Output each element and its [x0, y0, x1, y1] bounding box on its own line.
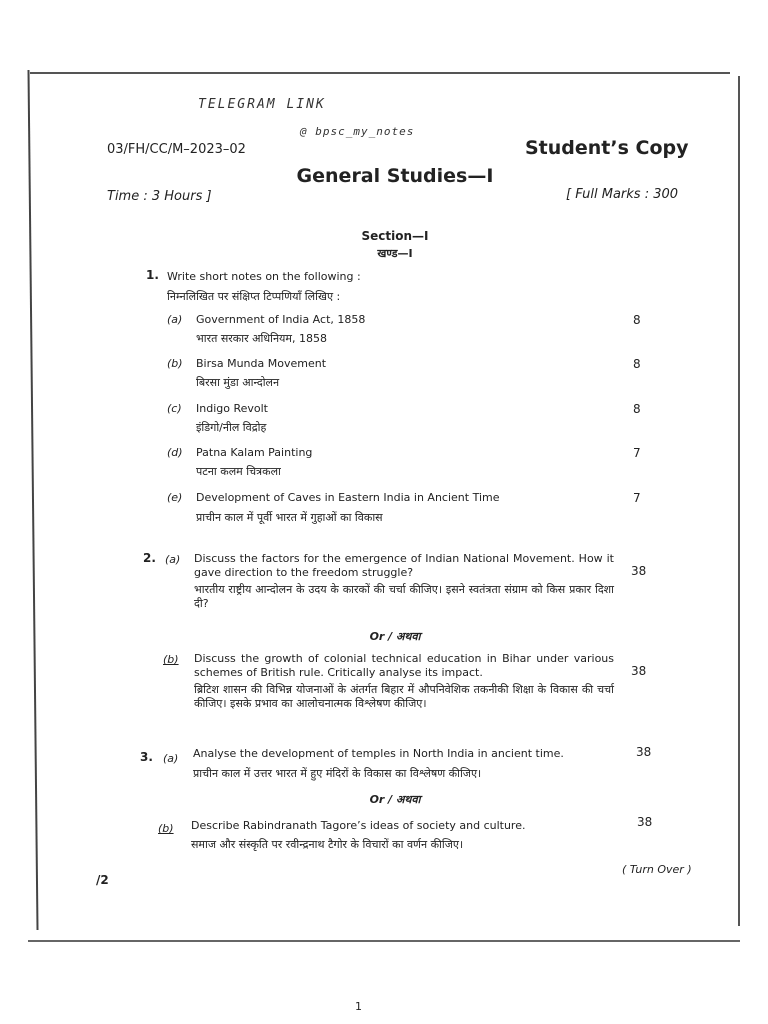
question-number: 2.: [143, 551, 156, 565]
turn-over-note: ( Turn Over ): [622, 863, 692, 876]
handwritten-telegram-link: TELEGRAM LINK: [198, 97, 326, 112]
subquestion-text: Patna Kalam Painting: [196, 446, 313, 459]
marks-value: 38: [631, 664, 647, 678]
marks-value: 7: [633, 491, 641, 505]
subquestion-body: [194, 652, 614, 711]
marks-value: 38: [637, 815, 653, 829]
subquestion-text: Analyse the development of temples in North India in ancient time.: [193, 747, 564, 760]
paper-edge-top: [30, 72, 730, 74]
subquestion-label: (d): [167, 446, 183, 459]
subquestion-text-hindi: ब्रिटिश शासन की विभिन्न योजनाओं के अंतर्गत बिहार में औपनिवेशिक तकनीकी शिक्षा के विकास की चर्चा कीजिए। इसके प्रभाव का आलोचनात्मक विश्लेषण कीजिए।: [194, 683, 614, 710]
section-title-hindi: खण्ड—I: [377, 247, 413, 260]
subquestion-label: (a): [165, 553, 181, 566]
subquestion-label: (b): [158, 822, 174, 835]
subquestion-text: Birsa Munda Movement: [196, 357, 327, 370]
question-number: 1.: [146, 268, 159, 282]
subquestion-text-hindi: प्राचीन काल में उत्तर भारत में हुए मंदिरों के विकास का विश्लेषण कीजिए।: [193, 767, 482, 780]
marks-value: 7: [633, 446, 641, 460]
section-title: Section—I: [361, 229, 429, 243]
subquestion-label: (b): [167, 357, 183, 370]
subquestion-text-hindi: भारतीय राष्ट्रीय आन्दोलन के उदय के कारकों की चर्चा कीजिए। इसने स्वतंत्रता संग्राम को किस प्रकार दिशा दी?: [194, 583, 614, 610]
marks-value: 8: [633, 357, 641, 371]
subquestion-text: Development of Caves in Eastern India in Ancient Time: [196, 491, 500, 504]
question-number: 3.: [140, 750, 153, 764]
marks-value: 8: [633, 402, 641, 416]
subquestion-text-hindi: पटना कलम चित्रकला: [196, 465, 281, 478]
subquestion-text: Government of India Act, 1858: [196, 313, 366, 326]
marks-value: 38: [636, 745, 652, 759]
subquestion-text-hindi: प्राचीन काल में पूर्वी भारत में गुहाओं का विकास: [196, 511, 383, 524]
subquestion-text: Indigo Revolt: [196, 402, 268, 415]
subquestion-text-hindi: भारत सरकार अधिनियम, 1858: [196, 332, 327, 345]
paper-title: General Studies—I: [296, 165, 494, 187]
subquestion-label: (c): [167, 402, 182, 415]
subquestion-body: [194, 552, 614, 611]
subquestion-text: Discuss the factors for the emergence of Indian National Movement. How it gave direction to the freedom struggle?: [194, 552, 614, 579]
paper-code: 03/FH/CC/M–2023–02: [107, 142, 246, 157]
subquestion-text: Discuss the growth of colonial technical education in Bihar under various schemes of British rule. Critically analyse its impact.: [194, 652, 614, 679]
handwritten-channel-handle: @ bpsc_my_notes: [300, 125, 415, 138]
copy-label: Student’s Copy: [525, 137, 689, 159]
subquestion-text-hindi: बिरसा मुंडा आन्दोलन: [196, 376, 280, 389]
paper-edge-bottom: [28, 940, 740, 942]
question-prompt-hindi: निम्नलिखित पर संक्षिप्त टिप्पणियाँ लिखिए :: [167, 290, 341, 303]
question-prompt: Write short notes on the following :: [167, 270, 361, 283]
or-separator: Or / अथवा: [369, 630, 421, 643]
marks-value: 38: [631, 564, 647, 578]
time-allowed: Time : 3 Hours ]: [107, 189, 212, 204]
subquestion-text-hindi: समाज और संस्कृति पर रवीन्द्रनाथ टैगोर के विचारों का वर्णन कीजिए।: [191, 838, 464, 851]
full-marks: [ Full Marks : 300: [566, 187, 679, 202]
subquestion-text-hindi: इंडिगो/नील विद्रोह: [196, 421, 267, 434]
subquestion-label: (a): [163, 752, 179, 765]
subquestion-text: Describe Rabindranath Tagore’s ideas of society and culture.: [191, 819, 526, 832]
or-separator: Or / अथवा: [369, 793, 421, 806]
subquestion-label: (a): [167, 313, 183, 326]
page-number: 1: [355, 1000, 362, 1013]
subquestion-label: (b): [163, 653, 179, 666]
marks-value: 8: [633, 313, 641, 327]
subquestion-label: (e): [167, 491, 183, 504]
page-mark: /2: [96, 873, 109, 887]
